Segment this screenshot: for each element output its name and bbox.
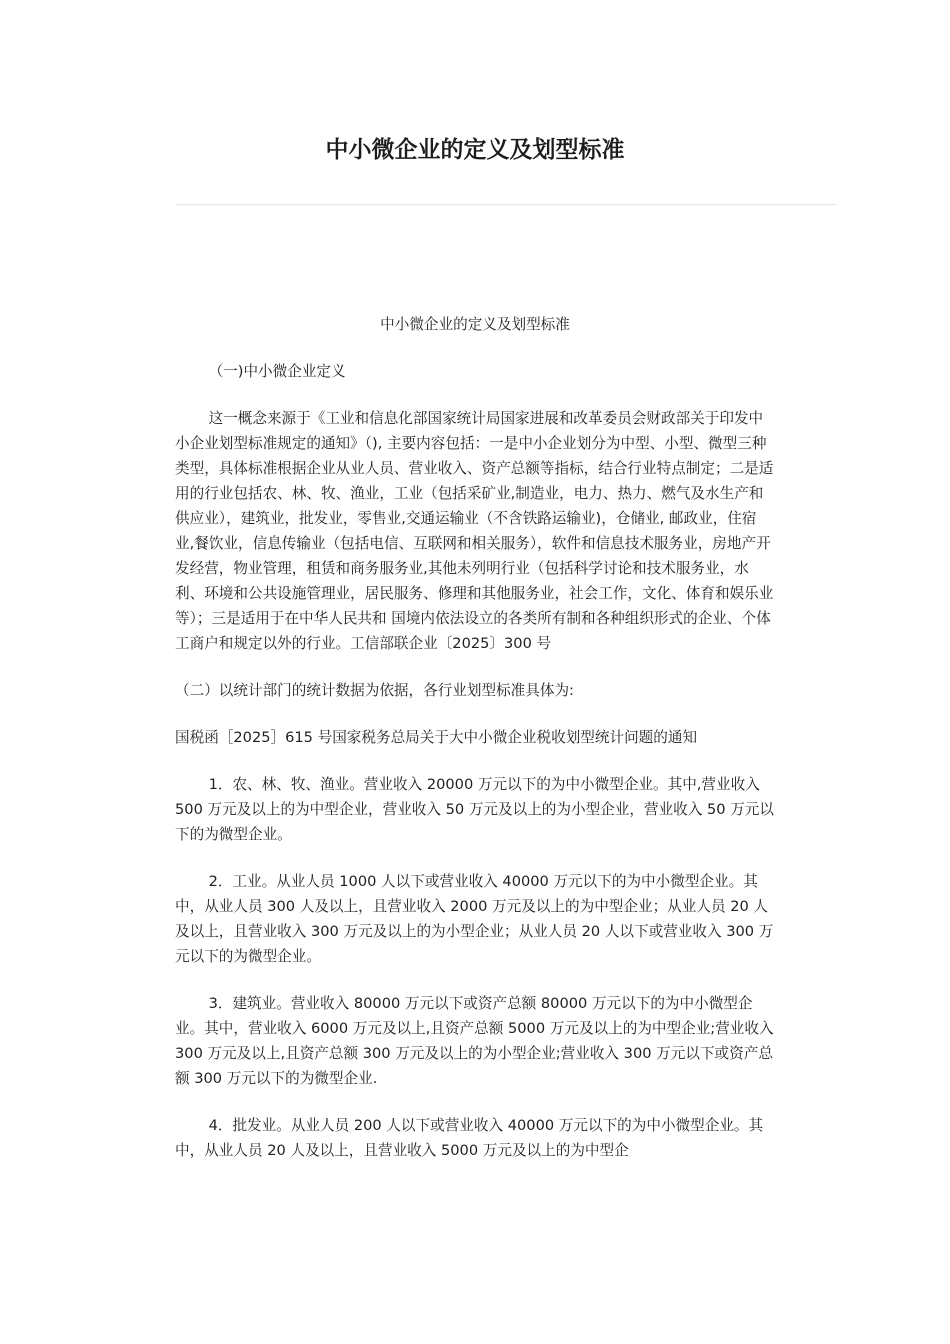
paragraph-definition: 这一概念来源于《工业和信息化部国家统计局国家进展和改革委员会财政部关于印发中小企业划型标准规定的通知》（), 主要内容包括：一是中小企业划分为中型、小型、微型三种类型，具体标准根据企业从业人员、营业收入、资产总额等指标，结合行业特点制定；二是适用的行业包括农、林、牧、渔业，工业（包括采矿业,制造业，电力、热力、燃气及水生产和供应业），建筑业，批发业，零售业,交通运输业（不含铁路运输业)，仓储业, 邮政业，住宿业,餐饮业，信息传输业（包括电信、互联网和相关服务），软件和信息技术服务业，房地产开发经营，物业管理，租赁和商务服务业,其他未列明行业（包括科学讨论和技术服务业，水利、环境和公共设施管理业，居民服务、修理和其他服务业，社会工作，文化、体育和娱乐业等）；三是适用于在中华人民共和 国境内依法设立的各类所有制和各种组织形式的企业、个体工商户和规定以外的行业。工信部联企业〔2025〕300 号 (175, 410, 774, 652)
paragraph-agriculture: 1．农、林、牧、渔业。营业收入 20000 万元以下的为中小微型企业。其中,营业收入 500 万元及以上的为中型企业，营业收入 50 万元及以上的为小型企业，营业收入 50 万元以下的为微型企业。 (175, 776, 774, 843)
document-body (175, 312, 775, 1185)
paragraph-wholesale: 4．批发业。从业人员 200 人以下或营业收入 40000 万元以下的为中小微型企业。其中，从业人员 20 人及以上，且营业收入 5000 万元及以上的为中型企 (175, 1117, 764, 1159)
paragraph-tax-notice: 国税函［2025］615 号国家税务总局关于大中小微企业税收划型统计问题的通知 (175, 729, 698, 746)
paragraph-construction: 3．建筑业。营业收入 80000 万元以下或资产总额 80000 万元以下的为中小微型企业。其中，营业收入 6000 万元及以上,且资产总额 5000 万元及以上的为中型企业;营业收入 300 万元及以上,且资产总额 300 万元及以上的为小型企业;营业收入 300 万元以下或资产总额 300 万元以下的为微型企业. (175, 995, 774, 1087)
document-heading: 中小微企业的定义及划型标准 (380, 316, 570, 333)
title-divider (175, 204, 837, 205)
section-heading-standards: （二）以统计部门的统计数据为依据，各行业划型标准具体为: (175, 682, 574, 699)
paragraph-industry: 2．工业。从业人员 1000 人以下或营业收入 40000 万元以下的为中小微型企业。其中，从业人员 300 人及以上，且营业收入 2000 万元及以上的为中型企业；从业人员 20 人及以上，且营业收入 300 万元及以上的为小型企业；从业人员 20 人以下或营业收入 300 万元以下的为微型企业。 (175, 873, 774, 965)
section-heading-definition: （一)中小微企业定义 (208, 363, 346, 380)
page-title: 中小微企业的定义及划型标准 (325, 137, 625, 163)
